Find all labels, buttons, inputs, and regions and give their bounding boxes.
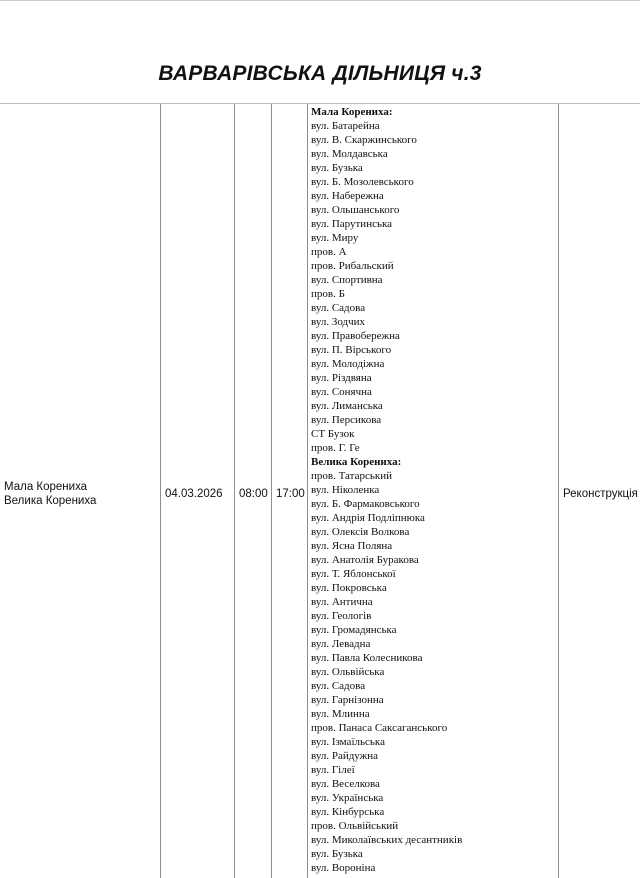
- street-item: вул. Лиманська: [311, 400, 383, 412]
- streets-list: [311, 105, 558, 875]
- street-item: пров. Татарський: [311, 470, 392, 482]
- street-group-title: Велика Корениха:: [311, 456, 402, 468]
- street-item: вул. Миколаївських десантників: [311, 834, 463, 846]
- streets-cell: [308, 104, 559, 878]
- street-item: вул. П. Вірського: [311, 344, 392, 356]
- street-item: вул. Гарнізонна: [311, 694, 384, 706]
- street-item: вул. Павла Колесникова: [311, 652, 423, 664]
- date-cell: [161, 104, 235, 878]
- street-item: СТ Бузок: [311, 428, 355, 440]
- street-item: вул. Спортивна: [311, 274, 383, 286]
- street-item: вул. Бузька: [311, 848, 363, 860]
- street-item: вул. Геологів: [311, 610, 372, 622]
- street-item: вул. Сонячна: [311, 386, 372, 398]
- street-item: вул. Ніколенка: [311, 484, 380, 496]
- outage-date: 04.03.2026: [165, 488, 223, 500]
- reason-cell: [559, 104, 640, 878]
- street-item: вул. Ізмаїльська: [311, 736, 385, 748]
- outage-reason: Реконструкція: [563, 488, 638, 500]
- street-item: вул. Веселкова: [311, 778, 380, 790]
- settlement-name: Мала Корениха: [4, 481, 88, 493]
- street-item: вул. Набережна: [311, 190, 384, 202]
- street-item: пров. Г. Ге: [311, 442, 360, 454]
- street-item: вул. Ясна Поляна: [311, 540, 393, 552]
- street-item: вул. Молдавська: [311, 148, 388, 160]
- street-item: вул. Правобережна: [311, 330, 400, 342]
- street-item: вул. Парутинська: [311, 218, 393, 230]
- street-item: вул. Б. Мозолевського: [311, 176, 414, 188]
- top-border: [0, 0, 640, 1]
- settlement-cell: [0, 104, 161, 878]
- street-item: вул. Т. Яблонської: [311, 568, 396, 580]
- street-item: пров. Ольвійський: [311, 820, 399, 832]
- street-item: вул. Миру: [311, 232, 359, 244]
- start-time: 08:00: [239, 488, 268, 500]
- street-item: вул. Громадянська: [311, 624, 397, 636]
- street-item: вул. Різдвяна: [311, 372, 372, 384]
- street-item: вул. В. Скаржинського: [311, 134, 417, 146]
- end-time: 17:00: [276, 488, 305, 500]
- street-item: вул. Персикова: [311, 414, 382, 426]
- street-item: вул. Гілеї: [311, 764, 355, 776]
- outage-table: [0, 103, 640, 878]
- street-item: вул. Ольшанського: [311, 204, 400, 216]
- street-item: вул. Млинна: [311, 708, 370, 720]
- street-item: вул. Батарейна: [311, 120, 380, 132]
- street-item: пров. А: [311, 246, 347, 258]
- street-item: вул. Левадна: [311, 638, 371, 650]
- street-item: вул. Антична: [311, 596, 373, 608]
- street-item: вул. Покровська: [311, 582, 387, 594]
- street-item: вул. Українська: [311, 792, 384, 804]
- street-item: вул. Кінбурська: [311, 806, 385, 818]
- street-item: вул. Садова: [311, 302, 366, 314]
- start-time-cell: [235, 104, 272, 878]
- street-item: пров. Б: [311, 288, 345, 300]
- settlement-list: [0, 474, 96, 508]
- street-item: вул. Молодіжна: [311, 358, 385, 370]
- street-item: вул. Садова: [311, 680, 366, 692]
- settlement-name: Велика Корениха: [4, 495, 97, 507]
- street-item: вул. Зодчих: [311, 316, 366, 328]
- street-item: вул. Олексія Волкова: [311, 526, 410, 538]
- street-item: пров. Рибальский: [311, 260, 394, 272]
- page-title: ВАРВАРІВСЬКА ДІЛЬНИЦЯ ч.3: [158, 62, 482, 85]
- street-item: вул. Райдужна: [311, 750, 379, 762]
- street-item: вул. Бузька: [311, 162, 363, 174]
- street-item: вул. Ольвійська: [311, 666, 385, 678]
- street-item: вул. Б. Фармаковського: [311, 498, 420, 510]
- street-item: вул. Вороніна: [311, 862, 376, 874]
- street-item: вул. Андрія Подліпнюка: [311, 512, 425, 524]
- street-group-title: Мала Корениха:: [311, 106, 393, 118]
- street-item: вул. Анатолія Буракова: [311, 554, 419, 566]
- street-item: пров. Панаса Саксаганського: [311, 722, 448, 734]
- end-time-cell: [272, 104, 308, 878]
